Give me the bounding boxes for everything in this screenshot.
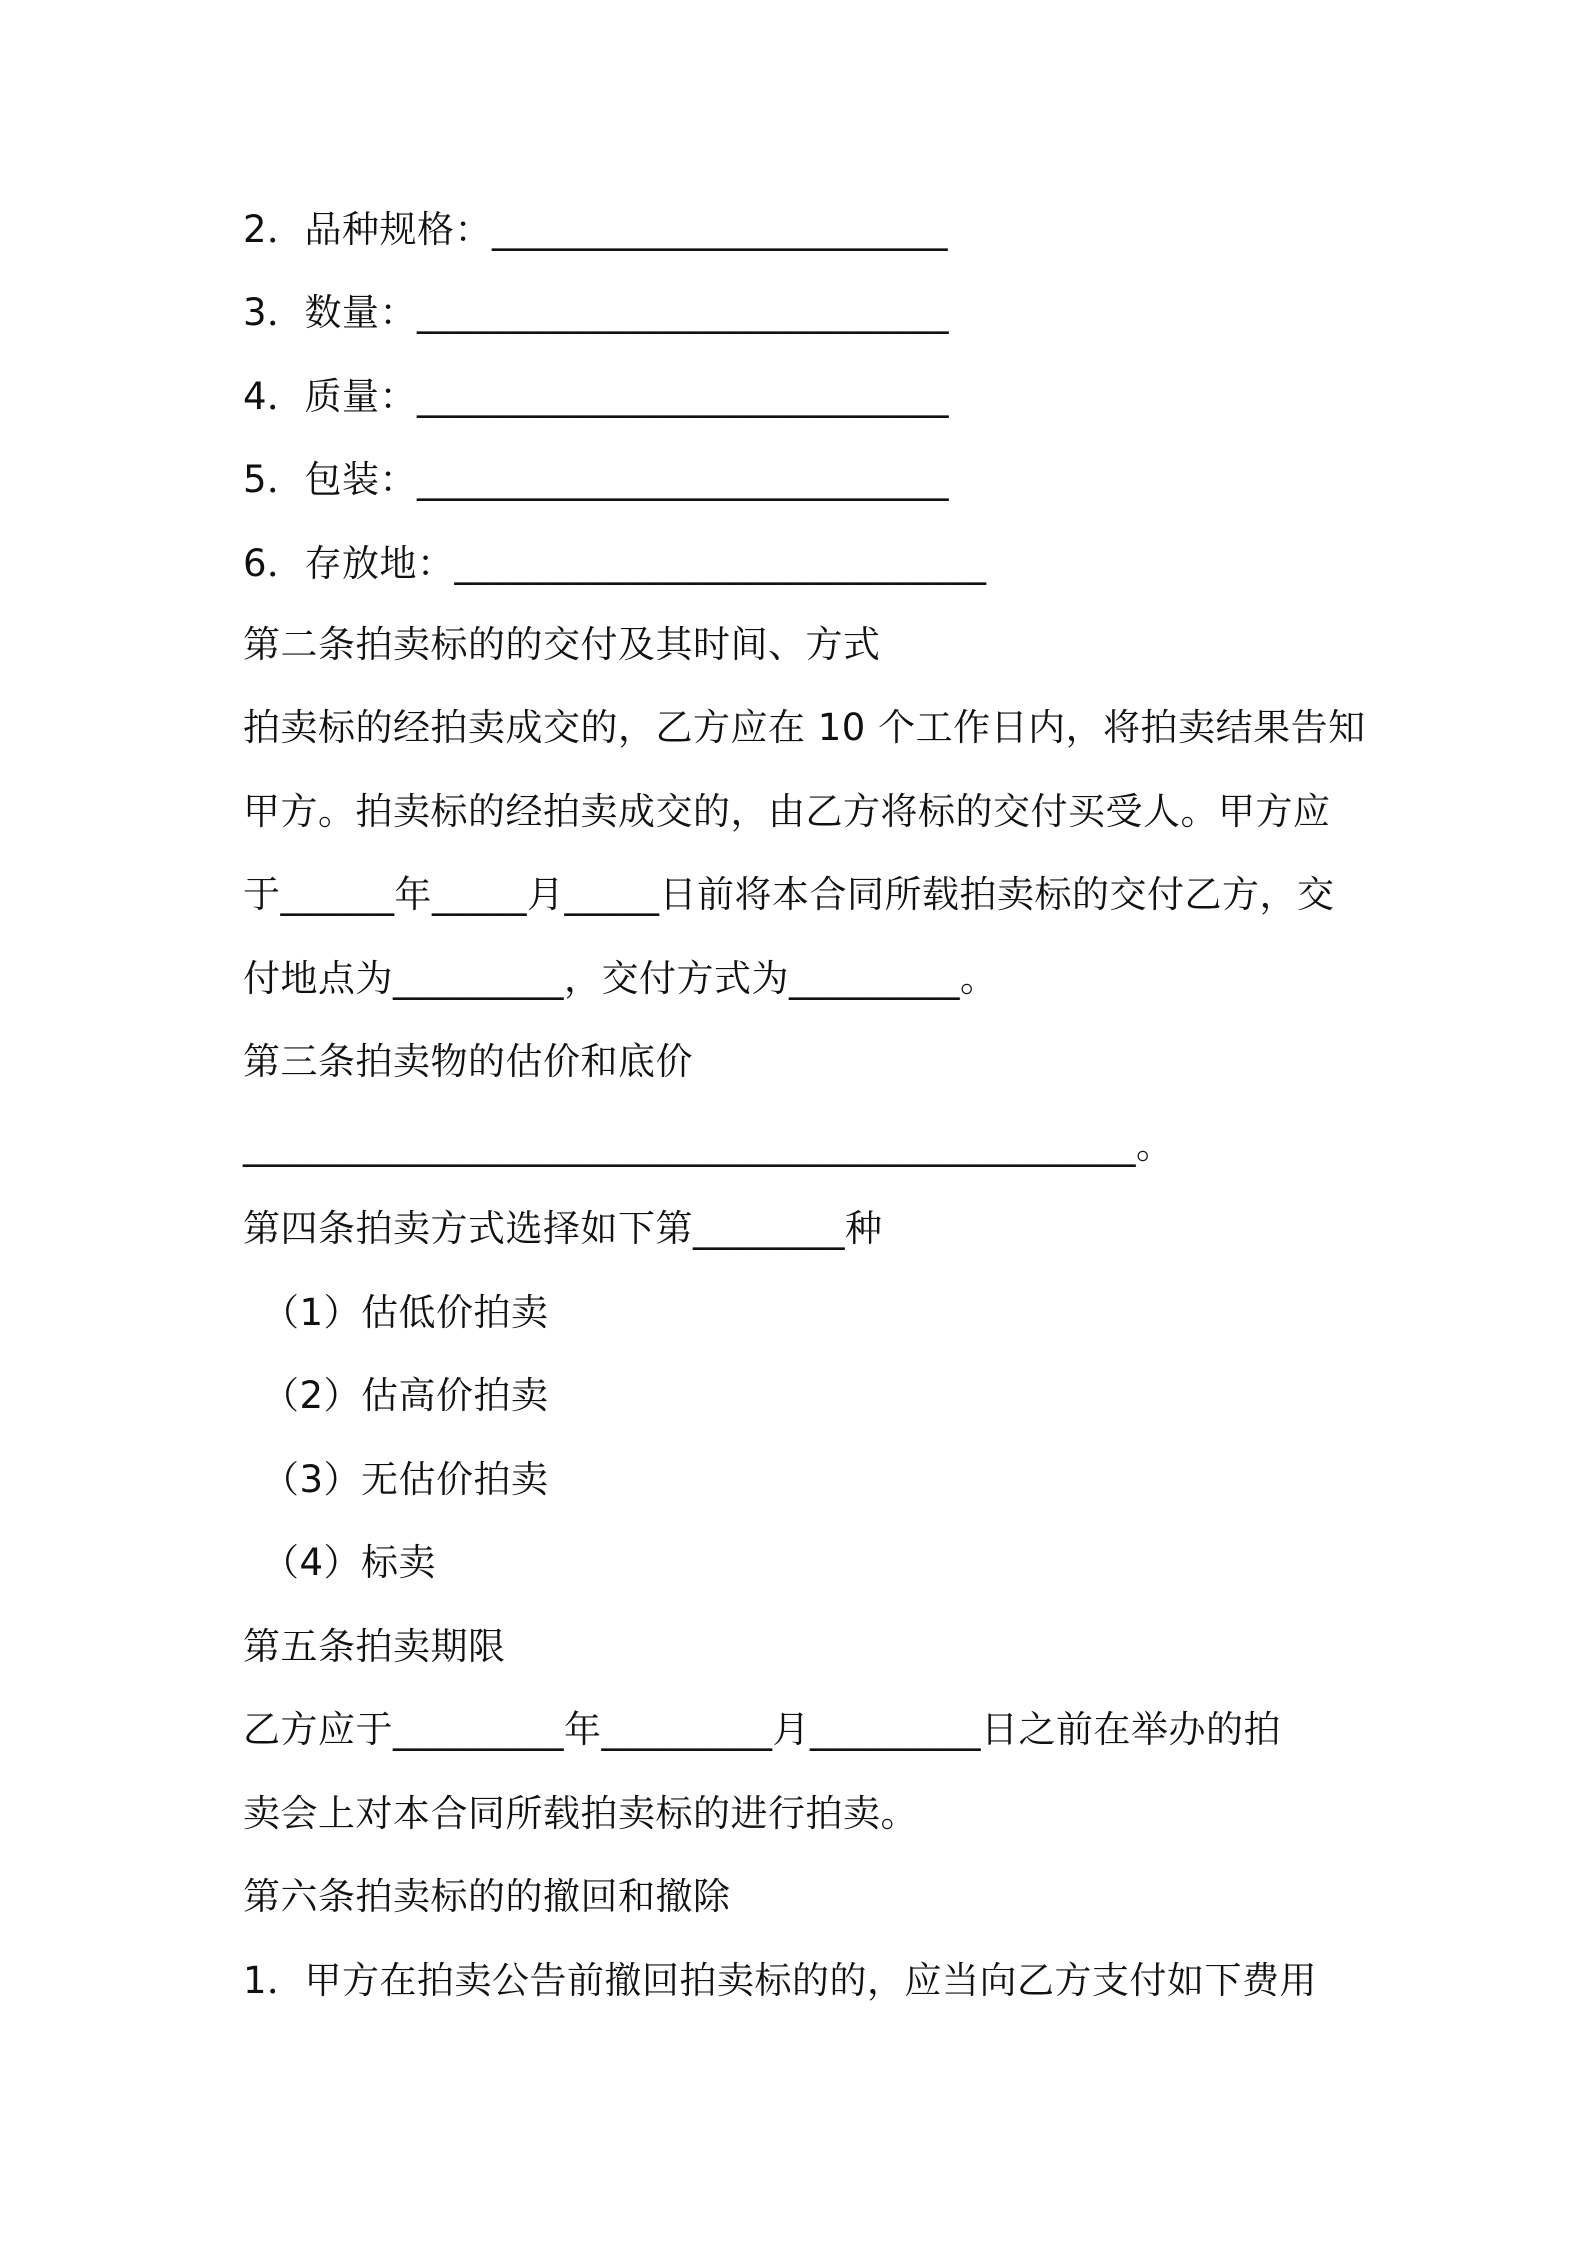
item-4-quality: 4．质量：____________________________ (243, 375, 950, 418)
item-6-storage-location: 6．存放地：____________________________ (243, 542, 987, 585)
article-2-paragraph-line-1: 拍卖标的经拍卖成交的，乙方应在 10 个工作日内，将拍卖结果告知 (243, 706, 1366, 749)
item-3-quantity: 3．数量：____________________________ (243, 291, 950, 334)
item-2-variety-spec: 2．品种规格：________________________ (243, 208, 949, 251)
auction-method-option-3: （3）无估价拍卖 (262, 1458, 549, 1501)
article-4-heading: 第四条拍卖方式选择如下第________种 (243, 1207, 883, 1250)
article-5-heading: 第五条拍卖期限 (243, 1625, 506, 1668)
article-3-blank-line: _______________________________________________。 (243, 1124, 1174, 1167)
article-2-paragraph-line-4: 付地点为_________，交付方式为_________。 (243, 957, 998, 1000)
article-5-paragraph-line-2: 卖会上对本合同所载拍卖标的进行拍卖。 (243, 1792, 918, 1835)
auction-method-option-1: （1）估低价拍卖 (262, 1291, 549, 1334)
article-6-heading: 第六条拍卖标的的撤回和撤除 (243, 1875, 731, 1918)
auction-method-option-4: （4）标卖 (262, 1541, 437, 1584)
item-5-packaging: 5．包装：____________________________ (243, 458, 950, 501)
auction-method-option-2: （2）估高价拍卖 (262, 1374, 549, 1417)
article-6-item-1: 1．甲方在拍卖公告前撤回拍卖标的的，应当向乙方支付如下费用 (243, 1959, 1318, 2002)
article-2-heading: 第二条拍卖标的的交付及其时间、方式 (243, 623, 881, 666)
article-3-heading: 第三条拍卖物的估价和底价 (243, 1040, 693, 1083)
article-2-paragraph-line-2: 甲方。拍卖标的经拍卖成交的，由乙方将标的交付买受人。甲方应 (243, 790, 1331, 833)
article-2-paragraph-line-3: 于______年_____月_____日前将本合同所载拍卖标的交付乙方，交 (243, 873, 1335, 916)
article-5-paragraph-line-1: 乙方应于_________年_________月_________日之前在举办的拍 (243, 1708, 1281, 1751)
